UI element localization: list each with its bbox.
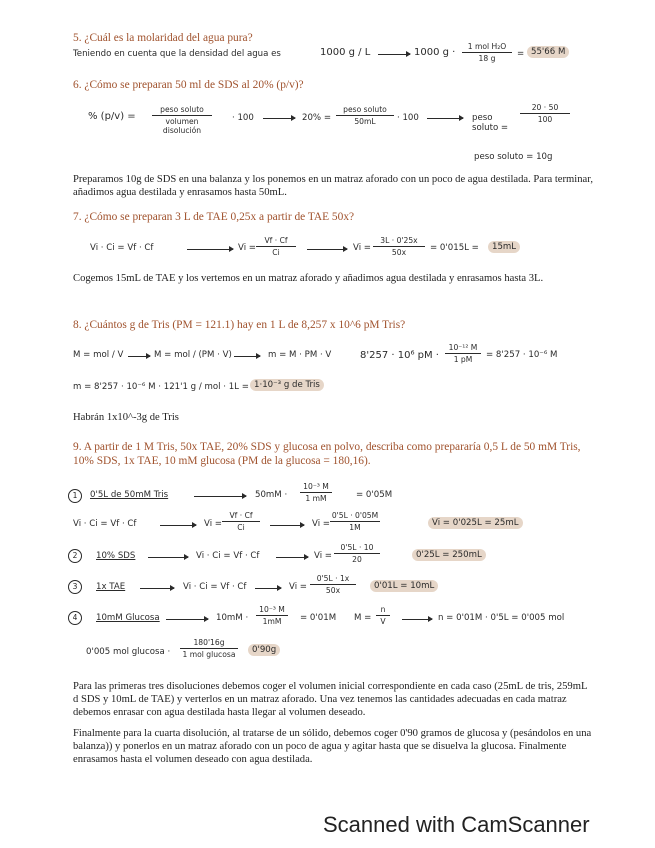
q9-s4-conv: 10mM · bbox=[216, 613, 249, 623]
q6-f1-num: peso soluto bbox=[160, 105, 204, 114]
q6-f2-num: peso soluto bbox=[343, 105, 387, 114]
q9-s3-label: 1x TAE bbox=[96, 582, 126, 592]
arrow-icon bbox=[166, 619, 208, 620]
q9-s1-res: = 0'05M bbox=[356, 490, 393, 500]
q9-s2-f-num: 0'5L · 10 bbox=[340, 543, 374, 552]
question-9-title: 9. A partir de 1 M Tris, 50x TAE, 20% SDS y glucosa en polvo, describa como prepararía 0,5 L de 50 mM Tris, 10% SDS, 1x TAE, 10 mM glucosa (PM de la glucosa = 180,16). bbox=[73, 441, 581, 467]
arrow-icon bbox=[140, 588, 174, 589]
arrow-icon bbox=[427, 118, 463, 119]
q9-s4-g1: 0'005 mol glucosa · bbox=[86, 647, 171, 657]
q9-s1-f2-num: 0'5L · 0'05M bbox=[331, 511, 379, 520]
q8-m2: M = mol / (PM · V) bbox=[154, 350, 232, 360]
step-2-marker: 2 bbox=[68, 549, 82, 563]
q9-s4-result: 0'90g bbox=[248, 644, 280, 656]
q8-conv-num: 10⁻¹² M bbox=[448, 343, 478, 352]
step-1-marker: 1 bbox=[68, 489, 82, 503]
arrow-icon bbox=[255, 588, 281, 589]
arrow-icon bbox=[307, 249, 347, 250]
q5-result: 55'66 M bbox=[527, 46, 569, 58]
q6-formula-lhs: % (p/v) = bbox=[88, 111, 136, 122]
q7-fraction-2 bbox=[373, 236, 425, 257]
q5-frac-num: 1 mol H₂O bbox=[467, 42, 507, 51]
q9-s4-m-fraction bbox=[376, 605, 390, 626]
q9-s4-g-num: 180'16g bbox=[193, 638, 225, 647]
q6-times100a: · 100 bbox=[232, 113, 254, 123]
q5-frac-den: 18 g bbox=[478, 54, 496, 63]
q6-solute-label: peso soluto = bbox=[472, 113, 509, 133]
q9-s2-f-den: 20 bbox=[352, 555, 362, 564]
q6-f1-den: volumen disolución bbox=[162, 117, 202, 135]
q9-s1-f-num: Vf · Cf bbox=[229, 511, 253, 520]
q7-fraction-1 bbox=[256, 236, 296, 257]
q8-conv-res: = 8'257 · 10⁻⁶ M bbox=[486, 350, 558, 360]
q9-s1-result: Vi = 0'025L = 25mL bbox=[428, 517, 523, 529]
arrow-icon bbox=[160, 525, 196, 526]
arrow-icon bbox=[276, 557, 308, 558]
q9-s2-eq: Vi · Ci = Vf · Cf bbox=[196, 551, 260, 561]
arrow-icon bbox=[148, 557, 188, 558]
arrow-icon bbox=[378, 54, 410, 55]
arrow-icon bbox=[270, 525, 304, 526]
q9-s3-eq: Vi · Ci = Vf · Cf bbox=[183, 582, 247, 592]
q6-fraction-1 bbox=[152, 105, 212, 135]
q6-f3-den: 100 bbox=[537, 115, 553, 124]
q9-s4-m: M = bbox=[354, 613, 372, 623]
q8-conv: 8'257 · 10⁶ pM · bbox=[360, 350, 439, 361]
q9-s1-fraction bbox=[300, 482, 332, 503]
q9-s1-fraction-2 bbox=[222, 511, 260, 532]
q6-times100b: · 100 bbox=[397, 113, 419, 123]
q7-result: 15mL bbox=[488, 241, 520, 253]
q7-f1-num: Vf · Cf bbox=[264, 236, 288, 245]
q9-s4-n: n = 0'01M · 0'5L = 0'005 mol bbox=[438, 613, 565, 623]
q7-paragraph: Cogemos 15mL de TAE y los vertemos en un matraz aforado y añadimos agua destilada y enrasamos hasta 3L. bbox=[73, 273, 544, 284]
q9-s3-result: 0'01L = 10mL bbox=[370, 580, 438, 592]
q9-s3-f-den: 50x bbox=[325, 586, 341, 595]
q9-s2-label: 10% SDS bbox=[96, 551, 136, 561]
q5-fraction bbox=[462, 42, 512, 63]
arrow-icon bbox=[234, 356, 260, 357]
step-3-marker: 3 bbox=[68, 580, 82, 594]
question-7-title: 7. ¿Cómo se preparan 3 L de TAE 0,25x a partir de TAE 50x? bbox=[73, 211, 355, 223]
arrow-icon bbox=[194, 496, 246, 497]
q6-solute-result: peso soluto = 10g bbox=[474, 152, 553, 162]
q8-calc: m = 8'257 · 10⁻⁶ M · 121'1 g / mol · 1L = bbox=[73, 382, 249, 392]
arrow-icon bbox=[187, 249, 233, 250]
q7-vi2: Vi = bbox=[353, 243, 372, 253]
q9-s1-vi2: Vi = bbox=[312, 519, 331, 529]
q9-s4-f-den: 1mM bbox=[262, 617, 282, 626]
q9-s1-fraction-3 bbox=[330, 511, 380, 532]
q7-f1-den: Ci bbox=[272, 248, 280, 257]
q9-s1-frac-num: 10⁻³ M bbox=[303, 482, 329, 491]
q9-s4-m-num: n bbox=[380, 605, 386, 614]
q8-conv-den: 1 pM bbox=[453, 355, 473, 364]
step-4-marker: 4 bbox=[68, 611, 82, 625]
q9-s3-vi: Vi = bbox=[289, 582, 308, 592]
question-8-title: 8. ¿Cuántos g de Tris (PM = 121.1) hay en 1 L de 8,257 x 10^6 pM Tris? bbox=[73, 319, 406, 331]
q9-paragraph-2: Finalmente para la cuarta disolución, al tratarse de un sólido, debemos coger 0'90 gramos de glucosa y (pesándolos en una balanza)) y ponerlos en un matraz aforado con un poco de agua y agitar hasta que se disuelva la glucosa. Finalmente enrasamos hasta el volumen deseado con agua destilada. bbox=[73, 728, 592, 766]
q5-text: Teniendo en cuenta que la densidad del agua es bbox=[73, 49, 281, 59]
q9-s4-m-den: V bbox=[380, 617, 386, 626]
q8-fraction bbox=[445, 343, 481, 364]
q9-s4-g-fraction bbox=[180, 638, 238, 659]
q9-s1-f2-den: 1M bbox=[349, 523, 361, 532]
q9-s3-fraction bbox=[310, 574, 356, 595]
q7-eq1: Vi · Ci = Vf · Cf bbox=[90, 243, 154, 253]
q9-s2-result: 0'25L = 250mL bbox=[412, 549, 486, 561]
q9-s4-label: 10mM Glucosa bbox=[96, 613, 160, 623]
q7-eq-val: = 0'015L = bbox=[430, 243, 479, 253]
q7-vi1: Vi = bbox=[238, 243, 257, 253]
q9-s2-vi: Vi = bbox=[314, 551, 333, 561]
q6-f3-num: 20 · 50 bbox=[531, 103, 559, 112]
q9-s1-eq: Vi · Ci = Vf · Cf bbox=[73, 519, 137, 529]
q5-density: 1000 g / L bbox=[320, 47, 371, 58]
question-6-title: 6. ¿Cómo se preparan 50 ml de SDS al 20% (p/v)? bbox=[73, 79, 304, 91]
q9-s1-conv: 50mM · bbox=[255, 490, 288, 500]
q9-s4-f-num: 10⁻³ M bbox=[259, 605, 285, 614]
q6-fraction-3 bbox=[520, 103, 570, 124]
q9-s1-vi: Vi = bbox=[204, 519, 223, 529]
q9-s4-fraction bbox=[256, 605, 288, 626]
q9-paragraph-1: Para las primeras tres disoluciones debemos coger el volumen inicial correspondiente en cada caso (25mL de tris, 259mL d SDS y 10mL de TAE) y verterlos en un matraz aforado. Una vez tenemos las cantidades adecuadas en cada matraz debemos enrasar con agua destilada hasta llegar al volumen deseado. bbox=[73, 681, 588, 719]
q9-s1-label: 0'5L de 50mM Tris bbox=[90, 490, 169, 500]
q6-f2-den: 50mL bbox=[354, 117, 376, 126]
q8-answer: Habrán 1x10^-3g de Tris bbox=[73, 412, 179, 423]
q9-s3-f-num: 0'5L · 1x bbox=[316, 574, 350, 583]
q9-s1-frac-den: 1 mM bbox=[305, 494, 327, 503]
q5-mass: 1000 g · bbox=[414, 47, 456, 58]
q7-f2-num: 3L · 0'25x bbox=[380, 236, 418, 245]
q6-p20: 20% = bbox=[302, 113, 332, 123]
q9-s1-f-den: Ci bbox=[237, 523, 245, 532]
q8-result: 1·10⁻³ g de Tris bbox=[250, 379, 324, 391]
q7-f2-den: 50x bbox=[391, 248, 407, 257]
q8-m1: M = mol / V bbox=[73, 350, 124, 360]
q5-eq: = bbox=[517, 49, 525, 59]
arrow-icon bbox=[263, 118, 295, 119]
arrow-icon bbox=[402, 619, 432, 620]
q9-s4-g-den: 1 mol glucosa bbox=[182, 650, 236, 659]
q9-s4-res: = 0'01M bbox=[300, 613, 337, 623]
question-5-title: 5. ¿Cuál es la molaridad del agua pura? bbox=[73, 32, 253, 44]
camscanner-watermark: Scanned with CamScanner bbox=[323, 812, 590, 837]
arrow-icon bbox=[128, 356, 150, 357]
q9-s2-fraction bbox=[334, 543, 380, 564]
q8-m3: m = M · PM · V bbox=[268, 350, 332, 360]
q6-fraction-2 bbox=[336, 105, 394, 126]
q6-paragraph: Preparamos 10g de SDS en una balanza y los ponemos en un matraz aforado con un poco de agua destilada. Para terminar, añadimos agua destilada y enrasamos hasta 50mL. bbox=[73, 174, 593, 199]
